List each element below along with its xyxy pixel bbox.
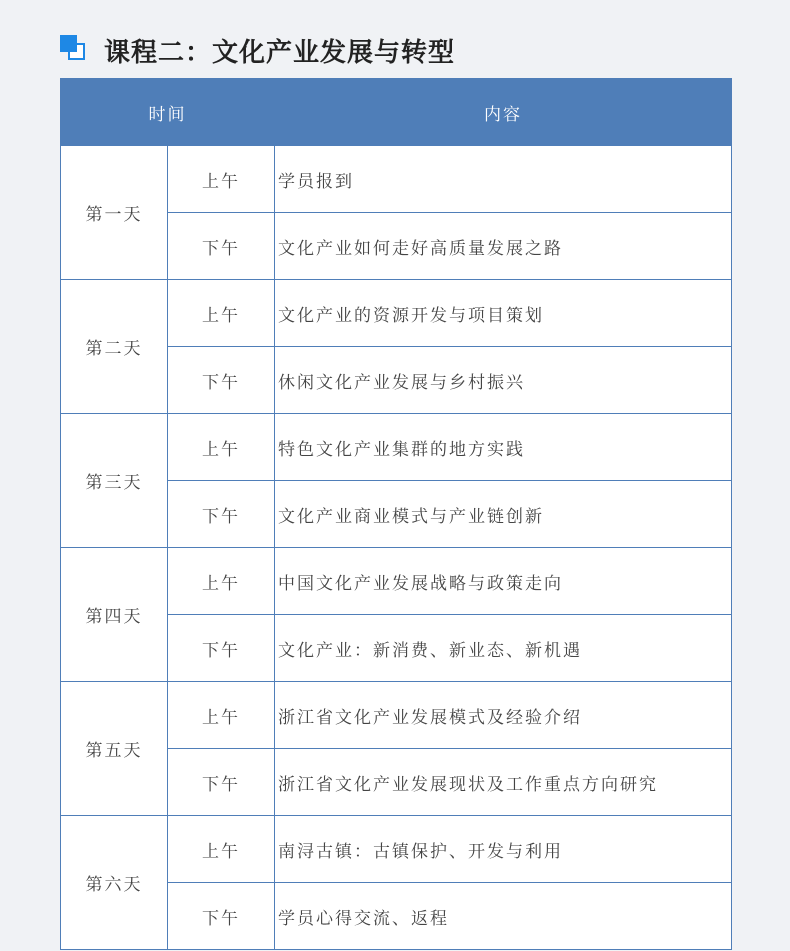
- session-content: 文化产业如何走好高质量发展之路: [275, 213, 732, 280]
- slot-am: 上午: [168, 816, 275, 883]
- slot-pm: 下午: [168, 883, 275, 950]
- session-content: 南浔古镇：古镇保护、开发与利用: [275, 816, 732, 883]
- header-content: 内容: [275, 79, 732, 146]
- day-label: 第一天: [61, 146, 168, 280]
- day-label: 第六天: [61, 816, 168, 950]
- table-row: [61, 548, 732, 615]
- session-content: 学员心得交流、返程: [275, 883, 732, 950]
- slot-am: 上午: [168, 682, 275, 749]
- table-row: [61, 280, 732, 347]
- slot-pm: 下午: [168, 481, 275, 548]
- slot-am: 上午: [168, 146, 275, 213]
- day-label: 第二天: [61, 280, 168, 414]
- table-row: [61, 682, 732, 749]
- session-content: 浙江省文化产业发展模式及经验介绍: [275, 682, 732, 749]
- session-content: 文化产业：新消费、新业态、新机遇: [275, 615, 732, 682]
- day-label: 第三天: [61, 414, 168, 548]
- table-row: [61, 816, 732, 883]
- page-title: 课程二：文化产业发展与转型: [104, 37, 456, 68]
- slot-am: 上午: [168, 414, 275, 481]
- session-content: 学员报到: [275, 146, 732, 213]
- square-bullet-icon: [60, 35, 90, 65]
- session-content: 浙江省文化产业发展现状及工作重点方向研究: [275, 749, 732, 816]
- session-content: 休闲文化产业发展与乡村振兴: [275, 347, 732, 414]
- session-content: 特色文化产业集群的地方实践: [275, 414, 732, 481]
- table-header-row: [61, 79, 732, 146]
- session-content: 文化产业商业模式与产业链创新: [275, 481, 732, 548]
- header-time: 时间: [61, 79, 275, 146]
- slot-pm: 下午: [168, 615, 275, 682]
- schedule-table: [60, 78, 732, 950]
- table-row: [61, 146, 732, 213]
- title-row: [60, 30, 455, 70]
- session-content: 中国文化产业发展战略与政策走向: [275, 548, 732, 615]
- slot-pm: 下午: [168, 347, 275, 414]
- day-label: 第五天: [61, 682, 168, 816]
- slot-pm: 下午: [168, 749, 275, 816]
- table-row: [61, 414, 732, 481]
- slot-am: 上午: [168, 280, 275, 347]
- slot-pm: 下午: [168, 213, 275, 280]
- day-label: 第四天: [61, 548, 168, 682]
- slot-am: 上午: [168, 548, 275, 615]
- session-content: 文化产业的资源开发与项目策划: [275, 280, 732, 347]
